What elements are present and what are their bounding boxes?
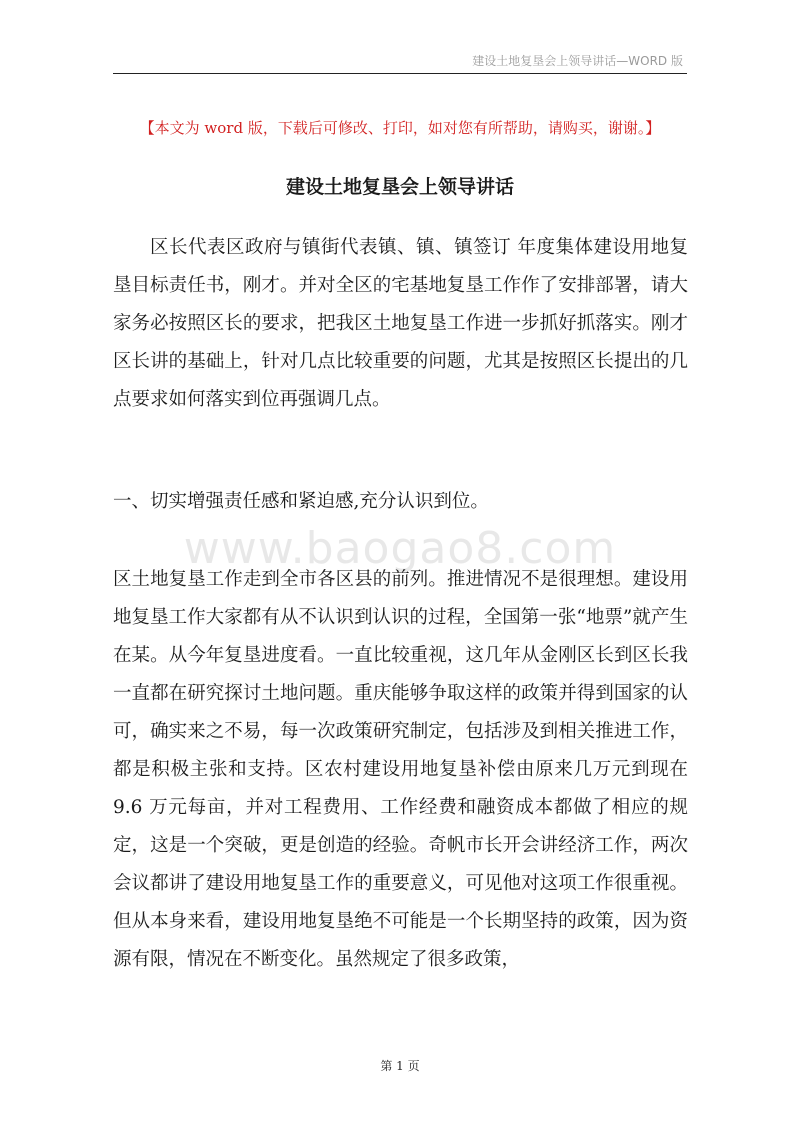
section-heading-1: 一、切实增强责任感和紧迫感,充分认识到位。: [113, 491, 489, 512]
page-number: 第 1 页: [380, 1059, 420, 1073]
document-title: 建设土地复垦会上领导讲话: [285, 176, 514, 198]
download-notice: 【本文为 word 版，下载后可修改、打印，如对您有所帮助，请购买，谢谢。】: [139, 119, 661, 137]
watermark: www.baogao8.com: [183, 523, 617, 574]
paragraph-intro: 区长代表区政府与镇街代表镇、镇、镇签订 年度集体建设用地复垦目标责任书，刚才。并对全区的宅基地复垦工作作了安排部署，请大家务必按照区长的要求，把我区土地复垦工作进一步抓好抓落实。刚才区长讲的基础上，针对几点比较重要的问题，尤其是按照区长提出的几点要求如何落实到位再强调几点。: [113, 237, 688, 410]
paragraph-section-1: 区土地复垦工作走到全市各区县的前列。推进情况不是很理想。建设用地复垦工作大家都有从不认识到认识的过程，全国第一张“地票”就产生在某。从今年复垦进度看。一直比较重视，这几年从金刚区长到区长我一直都在研究探讨土地问题。重庆能够争取这样的政策并得到国家的认可，确实来之不易，每一次政策研究制定，包括涉及到相关推进工作，都是积极主张和支持。区农村建设用地复垦补偿由原来几万元到现在 9.6 万元每亩，并对工程费用、工作经费和融资成本都做了相应的规定，这是一个突破，更是创造的经验。奇帆市长开会讲经济工作，两次会议都讲了建设用地复垦工作的重要意义，可见他对这项工作很重视。但从本身来看，建设用地复垦绝不可能是一个长期坚持的政策，因为资源有限，情况在不断变化。虽然规定了很多政策，: [113, 569, 688, 970]
header-divider: [113, 73, 687, 74]
running-header: 建设土地复垦会上领导讲话—WORD 版: [472, 54, 683, 68]
